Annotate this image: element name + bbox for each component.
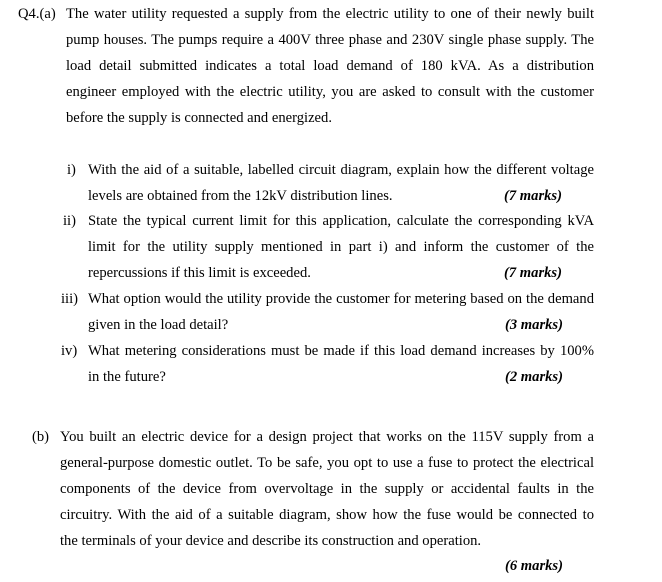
part-ii-marks: (7 marks): [504, 265, 562, 281]
part-iii-label: iii): [61, 291, 79, 307]
part-i-line-2: levels are obtained from the 12kV distribution lines.: [88, 188, 393, 204]
question-b-line-4: circuitry. With the aid of a suitable diagram, show how the fuse would be connected to: [60, 507, 594, 523]
part-i-marks: (7 marks): [504, 188, 562, 204]
part-iii-marks: (3 marks): [505, 317, 563, 333]
question-b-line-2: general-purpose domestic outlet. To be safe, you opt to use a fuse to protect the electrical: [60, 455, 594, 471]
question-a-line-1: The water utility requested a supply from the electric utility to one of their newly built: [66, 6, 594, 22]
question-b-label: (b): [32, 429, 50, 445]
part-iii-line-2: given in the load detail?: [88, 317, 229, 333]
question-b-line-3: components of the device from overvoltage in the supply or accidental faults in the: [60, 481, 594, 497]
part-iv-label: iv): [61, 343, 78, 359]
part-iii-line-1: What option would the utility provide the customer for metering based on the demand: [88, 291, 594, 307]
part-ii-line-3: repercussions if this limit is exceeded.: [88, 265, 311, 281]
part-i-line-1: With the aid of a suitable, labelled circuit diagram, explain how the different voltage: [88, 162, 594, 178]
part-i-label: i): [67, 162, 76, 178]
question-a-line-5: before the supply is connected and energized.: [66, 110, 332, 126]
question-a-line-2: pump houses. The pumps require a 400V three phase and 230V single phase supply. The: [66, 32, 594, 48]
question-b-marks: (6 marks): [505, 558, 563, 574]
question-a-line-4: engineer employed with the electric utility, you are asked to consult with the customer: [66, 84, 594, 100]
question-b-line-1: You built an electric device for a design project that works on the 115V supply from a: [60, 429, 594, 445]
part-iv-marks: (2 marks): [505, 369, 563, 385]
part-iv-line-2: in the future?: [88, 369, 166, 385]
part-ii-line-1: State the typical current limit for this application, calculate the corresponding kVA: [88, 213, 594, 229]
part-iv-line-1: What metering considerations must be made if this load demand increases by 100%: [88, 343, 594, 359]
part-ii-line-2: limit for the utility supply mentioned in part i) and inform the customer of the: [88, 239, 594, 255]
question-a-line-3: load detail submitted indicates a total load demand of 180 kVA. As a distribution: [66, 58, 594, 74]
part-ii-label: ii): [63, 213, 76, 229]
question-number: Q4.(a): [18, 6, 56, 22]
question-b-line-5: the terminals of your device and describe its construction and operation.: [60, 533, 482, 549]
